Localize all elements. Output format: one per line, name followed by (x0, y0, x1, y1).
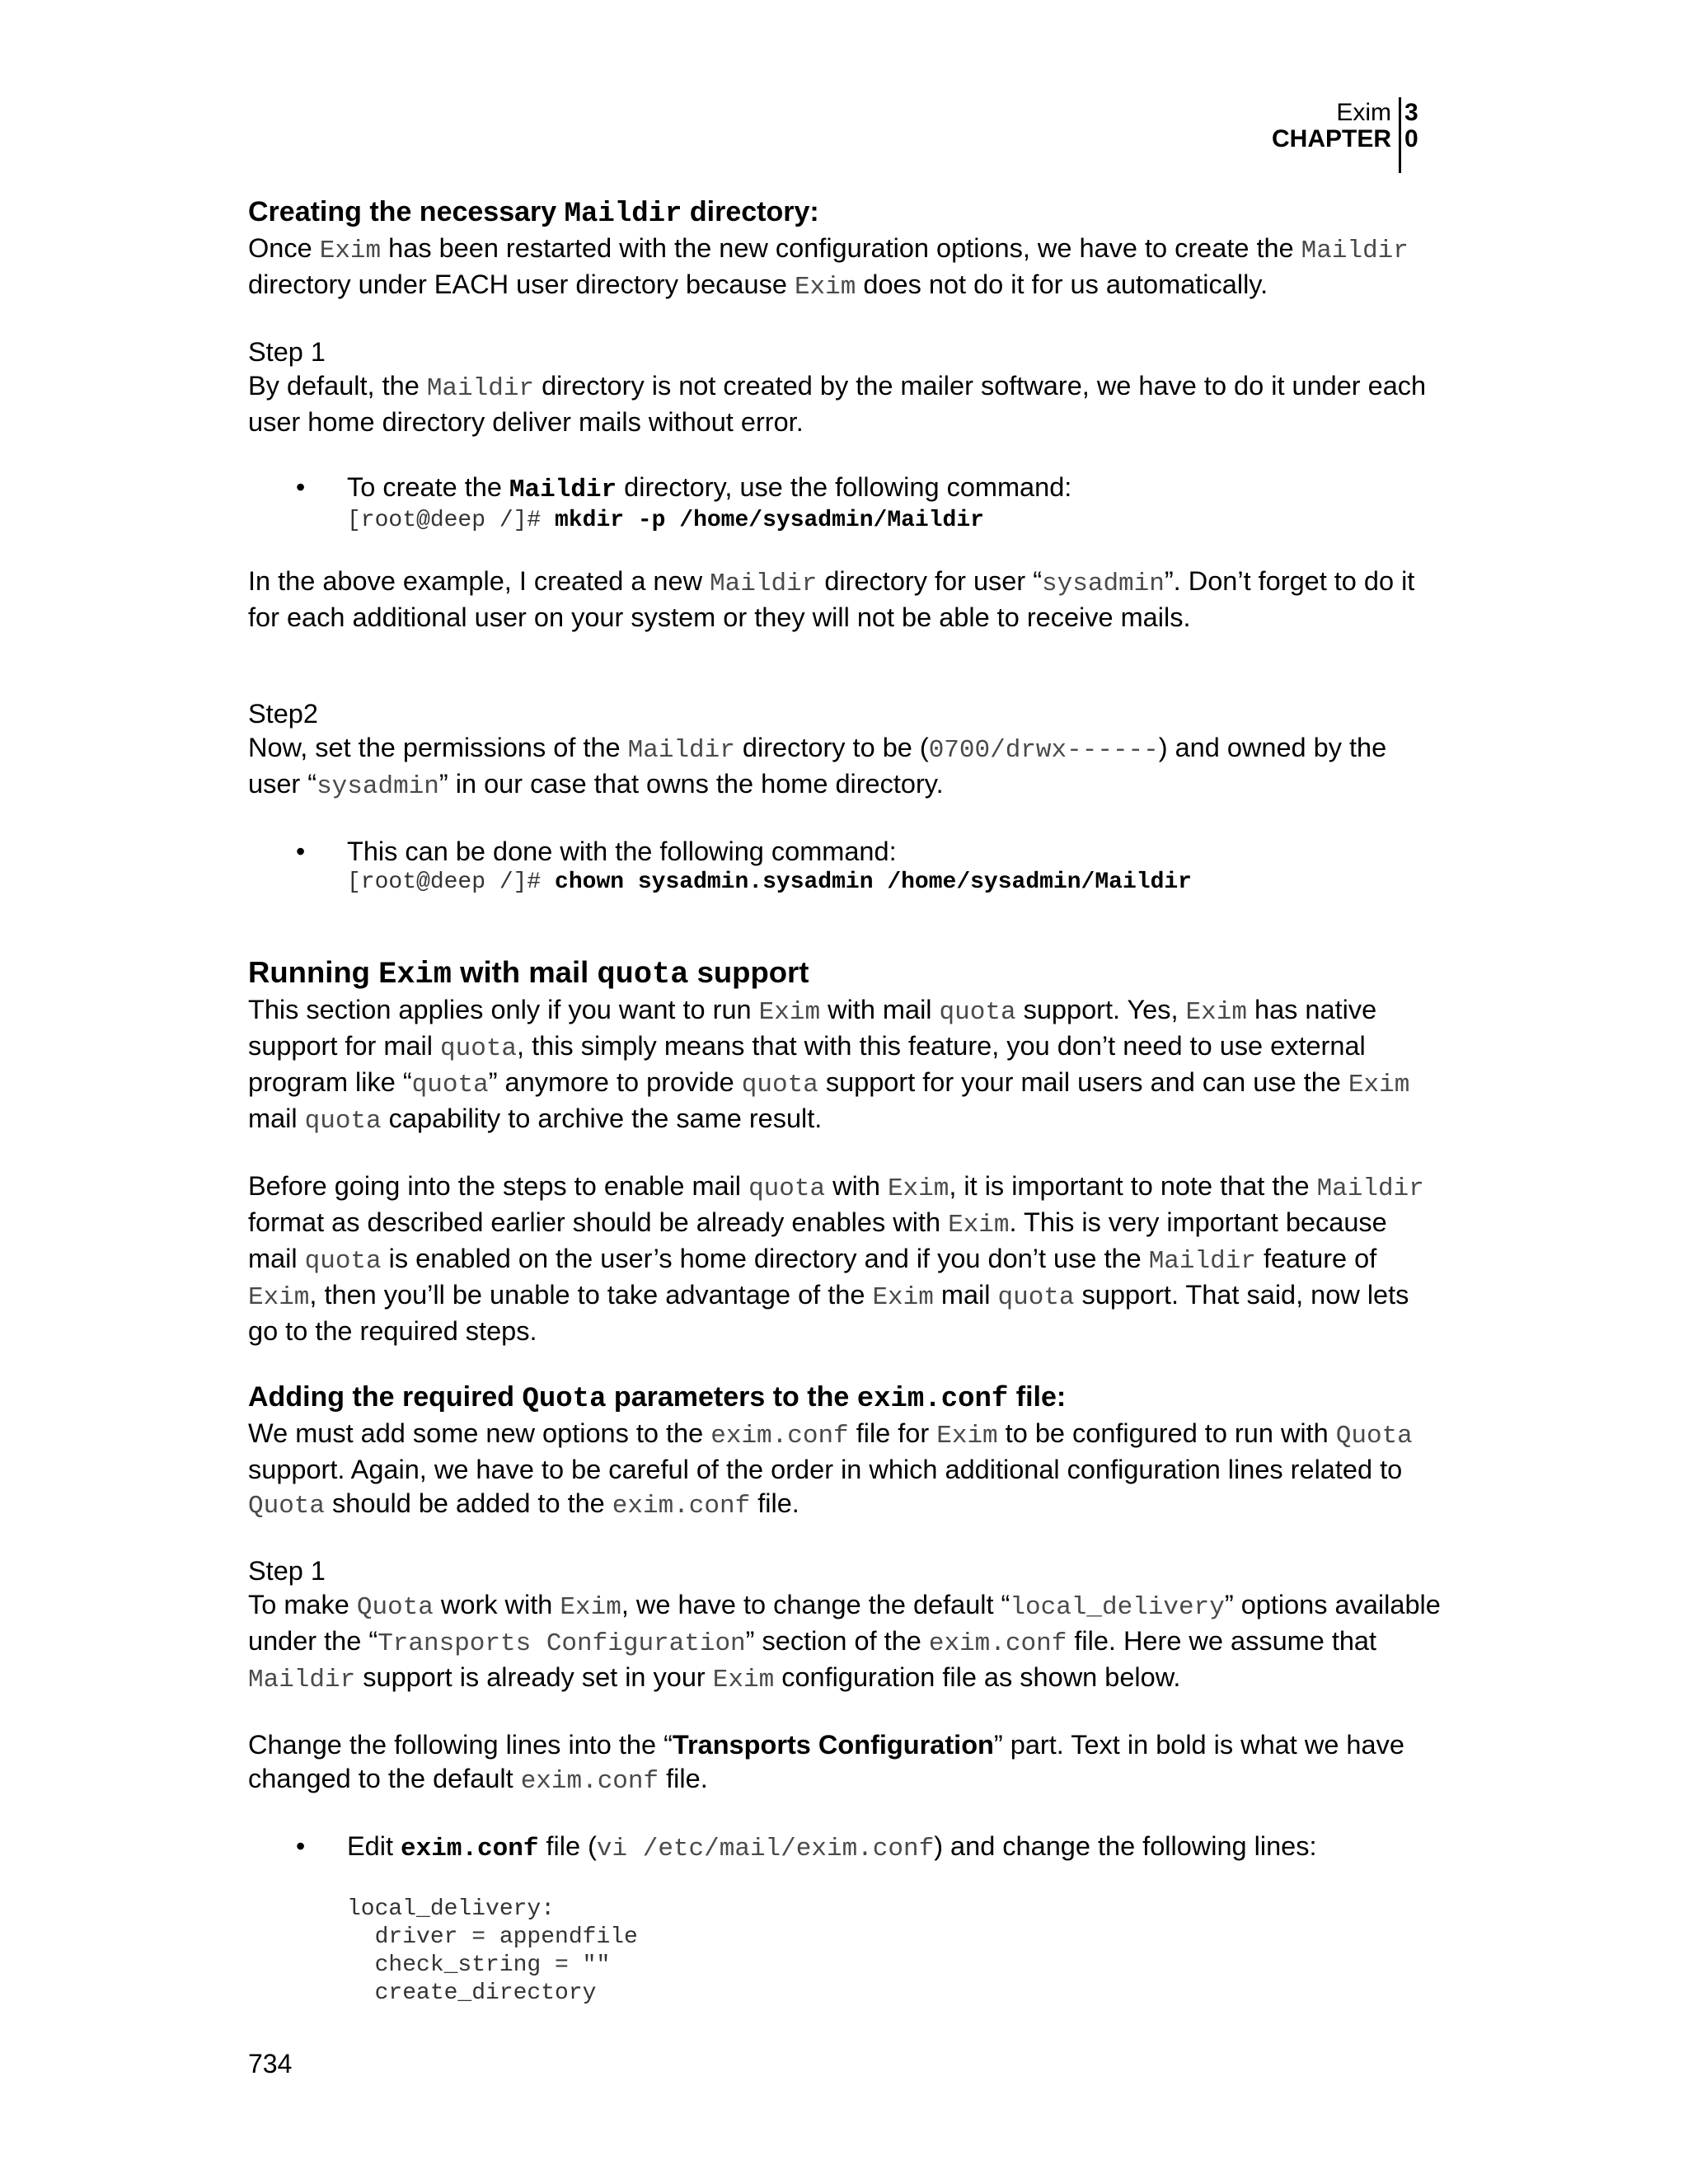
code-line: driver = appendfile (347, 1924, 638, 1950)
bullet-create-maildir: • To create the Maildir directory, use the following command: [root@deep /]# mkdir -p /home/sysadmin/Maildir (248, 471, 1443, 535)
paragraph-add-options: We must add some new options to the exim.conf file for Exim to be configured to run with Quota support. Again, we have to be careful of the order in which additional configuration lines related to Quota should be added to the exim.conf file. (248, 1418, 1413, 1521)
step-1-text: By default, the Maildir directory is not created by the mailer software, we have to do it under each user home directory deliver mails without error. (248, 371, 1427, 437)
code-line: local_delivery: (347, 1896, 556, 1922)
bullet-dot: • (296, 837, 306, 866)
header-chapter-label: CHAPTER (1271, 125, 1391, 152)
code-line: create_directory (347, 1980, 597, 2006)
paragraph-quota-intro: This section applies only if you want to run Exim with mail quota support. Yes, Exim has native support for mail quota, this simply means that with this feature, you don’t need to use external program like “quota” anymore to provide quota support for your mail users and can use the Exim mail quota capability to archive the same result. (248, 995, 1410, 1136)
header-chapter-digit-2: 0 (1404, 125, 1418, 152)
paragraph-quota-note: Before going into the steps to enable mail quota with Exim, it is important to note that the Maildir format as described earlier should be already enables with Exim. This is very important because mail quota is enabled on the user’s home directory and if you don’t use the Maildir feature of Exim, then you’ll be unable to take advantage of the Exim mail quota support. That said, now lets go to the required steps. (248, 1171, 1424, 1346)
header-divider (1399, 97, 1401, 173)
header-chapter-digit-1: 3 (1404, 99, 1418, 126)
bullet-edit-exim-conf: • Edit exim.conf file (vi /etc/mail/exim.conf) and change the following lines: (296, 1831, 1317, 1863)
paragraph-example: In the above example, I created a new Maildir directory for user “sysadmin”. Don’t forget to do it for each additional user on your system or they will not be able to receive mails. (248, 566, 1415, 632)
paragraph-change-lines: Change the following lines into the “Transports Configuration” part. Text in bold is what we have changed to the default exim.conf file. (248, 1730, 1404, 1796)
step-2-label: Step2 (248, 699, 318, 729)
page-content (248, 194, 1443, 2008)
heading-creating-maildir: Creating the necessary Maildir directory: (248, 196, 819, 230)
step-2-text: Now, set the permissions of the Maildir directory to be (0700/drwx------) and owned by the user “sysadmin” in our case that owns the home directory. (248, 733, 1387, 801)
step-1-label-quota: Step 1 (248, 1556, 326, 1586)
command-mkdir: [root@deep /]# mkdir -p /home/sysadmin/Maildir (347, 508, 984, 533)
page-number: 734 (248, 2049, 293, 2079)
paragraph-intro: Once Exim has been restarted with the new configuration options, we have to create the Maildir directory under EACH user directory because Exim does not do it for us automatically. (248, 233, 1409, 302)
bullet-chown: • This can be done with the following command: [root@deep /]# chown sysadmin.sysadmin /home/sysadmin/Maildir (248, 835, 1443, 897)
header-title: Exim (1336, 99, 1391, 126)
bullet-dot: • (296, 1831, 306, 1861)
step-1-label: Step 1 (248, 337, 326, 367)
running-header (1236, 97, 1434, 173)
bullet-dot: • (296, 472, 306, 502)
heading-running-exim-quota: Running Exim with mail quota support (248, 955, 809, 992)
heading-adding-quota-params: Adding the required Quota parameters to the exim.conf file: (248, 1381, 1067, 1415)
step-1-text-quota: To make Quota work with Exim, we have to change the default “local_delivery” options available under the “Transports Configuration” section of the exim.conf file. Here we assume that Maildir support is already set in your Exim configuration file as shown below. (248, 1590, 1441, 1694)
command-chown: [root@deep /]# chown sysadmin.sysadmin /home/sysadmin/Maildir (347, 869, 1192, 895)
code-line: check_string = "" (347, 1952, 611, 1978)
code-block-local-delivery (347, 1896, 1443, 2008)
